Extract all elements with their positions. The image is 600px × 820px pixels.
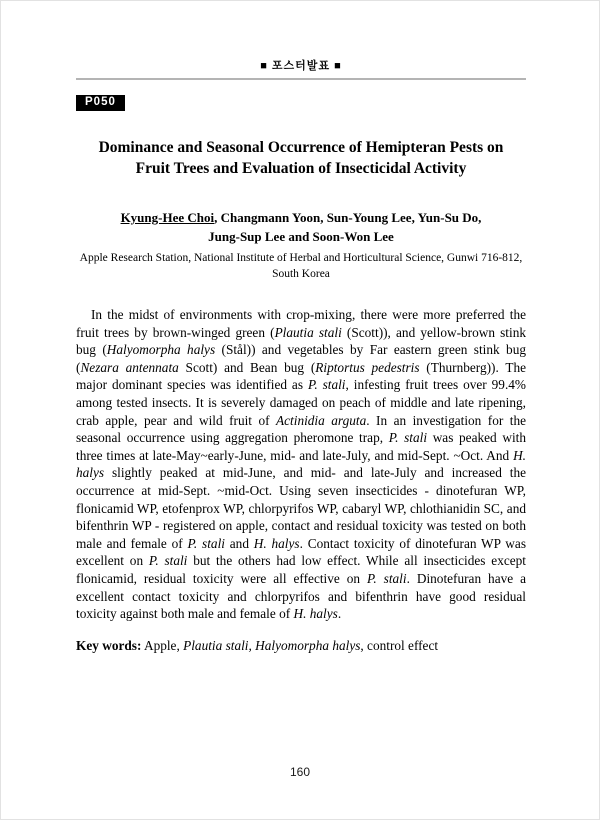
paper-title-line-1: Dominance and Seasonal Occurrence of Hemipteran Pests on — [98, 139, 504, 156]
author-line-1: Kyung-Hee Choi, Changmann Yoon, Sun-Young Lee, Yun-Su Do, — [120, 210, 482, 225]
affiliation-line-2: South Korea — [272, 268, 330, 280]
paper-title-line-2: Fruit Trees and Evaluation of Insecticidal Activity — [135, 160, 467, 177]
affiliation — [76, 250, 526, 282]
author-line-2: Jung-Sup Lee and Soon-Won Lee — [208, 229, 394, 244]
poster-number-badge: P050 — [76, 95, 125, 111]
session-header-korean: ■ 포스터발표 ■ — [260, 60, 342, 72]
affiliation-line-1: Apple Research Station, National Institute of Herbal and Horticultural Science, Gunwi 716-812, — [79, 252, 523, 264]
page-number: 160 — [289, 765, 311, 779]
abstract-paragraph: In the midst of environments with crop-mixing, there were more preferred the fruit trees by brown-winged green (Plautia stali (Scott)), and yellow-brown stink bug (Halyomorpha halys (Stål)) and vegetables by Far eastern green stink bug (Nezara antennata Scott) and Bean bug (Riptortus pedestris (Thurnberg)). The major dominant species was identified as P. stali, infesting fruit trees over 99.4% among tested insects. It is severely damaged on peach of middle and late ripening, crab apple, pear and wild fruit of Actinidia arguta. In an investigation for the seasonal occurrence using aggregation pheromone trap, P. stali was peaked with three times at late-May~early-June, mid- and late-July, and mid-Sept. ~Oct. And H. halys slightly peaked at mid-June, and mid- and late-July and increased the occurrence at mid-Sept. ~mid-Oct. Using seven insecticides - dinotefuran WP, flonicamid WP, etofenprox WP, chlorpyrifos WP, cabaryl WP, chlothianidin SC, and bifenthrin WP - registered on apple, contact and residual toxicity was tested on both male and female of P. stali and H. halys. Contact toxicity of dinotefuran WP was excellent on P. stali but the others had low effect. While all insecticides except flonicamid, residual toxicity were all effective on P. stali. Dinotefuran have a excellent contact toxicity and chlorpyrifos and bifenthrin have good residual toxicity against both male and female of H. halys. — [76, 307, 527, 622]
content-column — [76, 60, 526, 654]
author-list — [76, 208, 526, 246]
keywords-line: Key words: Apple, Plautia stali, Halyomorpha halys, control effect — [76, 637, 439, 653]
badge-row — [76, 80, 526, 111]
paper-title — [76, 137, 526, 179]
